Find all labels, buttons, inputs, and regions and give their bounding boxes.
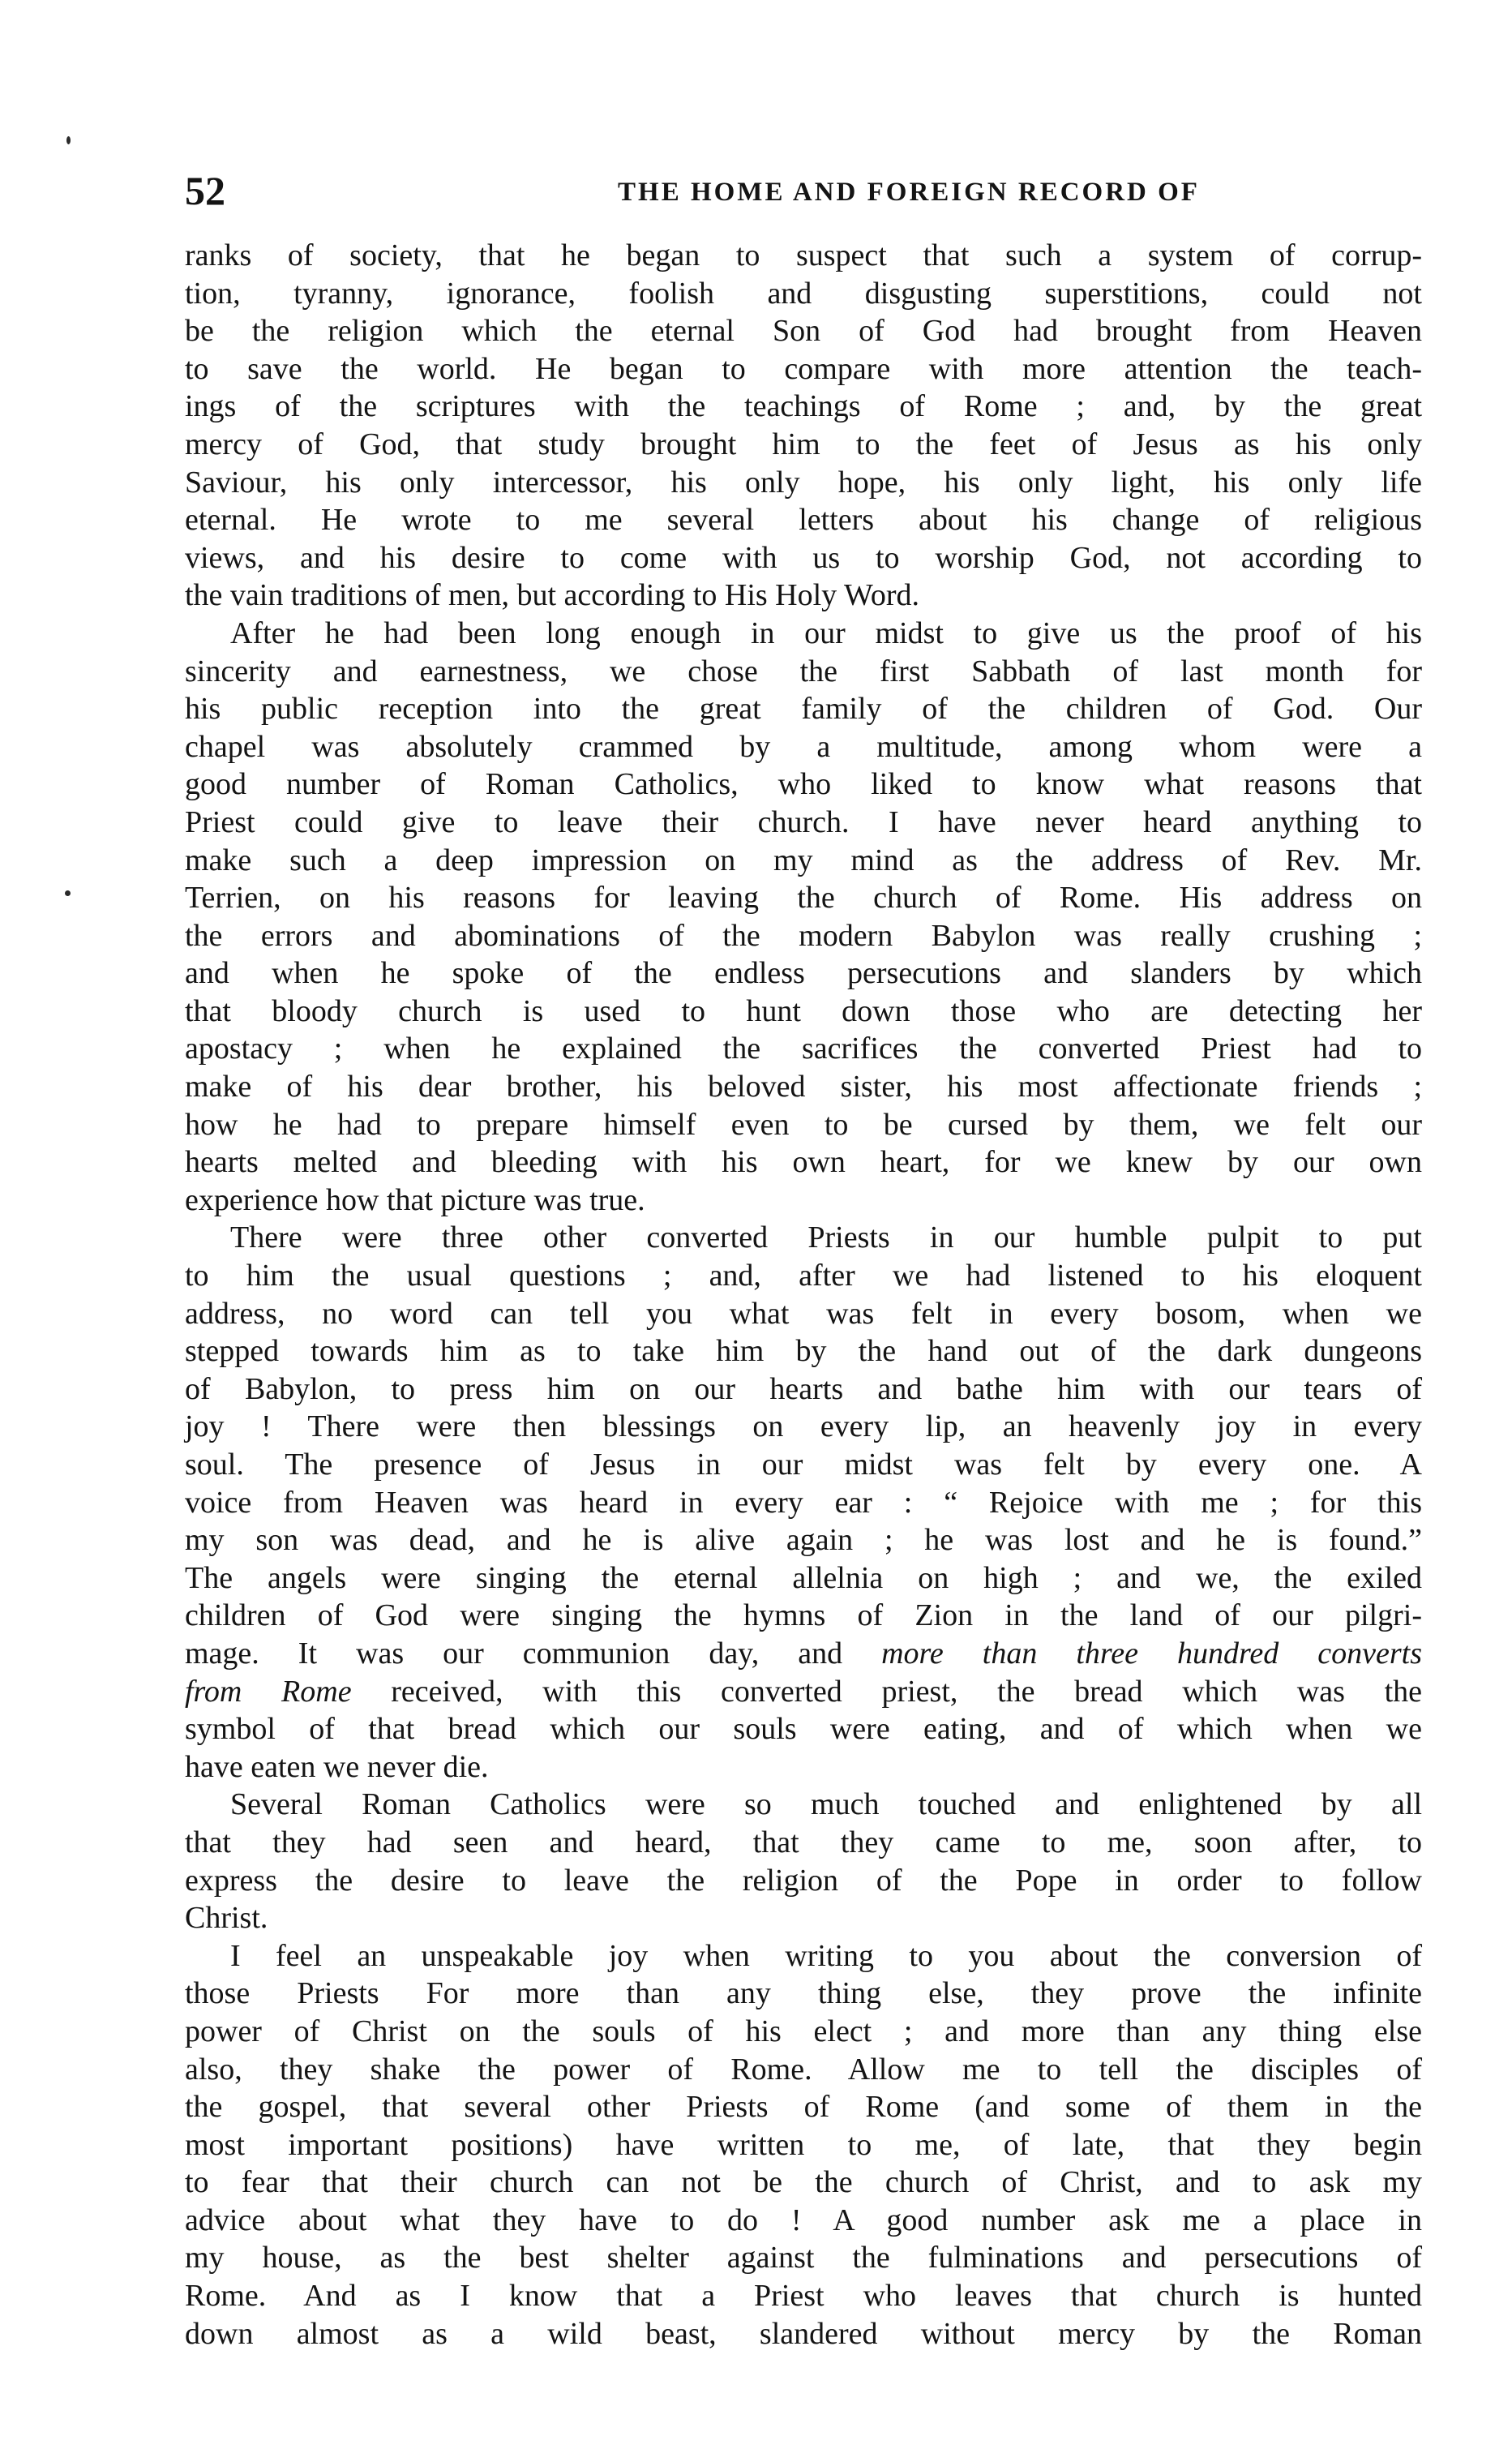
text-line: of Babylon, to press him on our hearts and bathe him with our tears of <box>185 1371 1422 1406</box>
page-header <box>185 162 1422 219</box>
text-line: There were three other converted Priests in our humble pulpit to put <box>230 1220 1422 1255</box>
text-line: Rome. And as I know that a Priest who leaves that church is hunted <box>185 2279 1422 2314</box>
text-line: to fear that their church can not be the church of Christ, and to ask my <box>185 2165 1422 2200</box>
text-line: joy ! There were then blessings on every lip, an heavenly joy in every <box>185 1409 1422 1444</box>
text-line: good number of Roman Catholics, who liked to know what reasons that <box>185 767 1422 802</box>
text-line: make of his dear brother, his beloved sister, his most affectionate friends ; <box>185 1070 1422 1104</box>
text-line: tion, tyranny, ignorance, foolish and disgusting superstitions, could not <box>185 276 1422 311</box>
text-line: mage. It was our communion day, and more than three hundred converts <box>185 1636 1422 1671</box>
text-line: After he had been long enough in our midst to give us the proof of his <box>230 616 1422 650</box>
ink-speck <box>65 890 71 896</box>
text-line: express the desire to leave the religion of the Pope in order to follow <box>185 1863 1422 1898</box>
text-line: most important positions) have written to me, of late, that they begin <box>185 2127 1422 2162</box>
text-line: that bloody church is used to hunt down those who are detecting her <box>185 993 1422 1028</box>
text-line: his public reception into the great family of the children of God. Our <box>185 692 1422 727</box>
body-text <box>185 237 1422 2353</box>
italic-phrase: from Rome <box>185 1674 352 1709</box>
text-line: experience how that picture was true. <box>185 1182 645 1217</box>
text-line: down almost as a wild beast, slandered without mercy by the Roman <box>185 2316 1422 2351</box>
text-line: have eaten we never die. <box>185 1749 489 1784</box>
text-line: how he had to prepare himself even to be cursed by them, we felt our <box>185 1107 1422 1142</box>
text-line: from Rome received, with this converted priest, the bread which was the <box>185 1674 1422 1709</box>
running-title: THE HOME AND FOREIGN RECORD OF <box>618 178 1200 207</box>
ink-speck <box>66 136 71 144</box>
text-line: chapel was absolutely crammed by a multitude, among whom were a <box>185 729 1422 764</box>
text-line: also, they shake the power of Rome. Allow me to tell the disciples of <box>185 2052 1422 2087</box>
text-line: children of God were singing the hymns of Zion in the land of our pilgri- <box>185 1598 1422 1633</box>
text-line: Christ. <box>185 1901 268 1936</box>
text-line: my son was dead, and he is alive again ; he was lost and he is found.” <box>185 1523 1422 1558</box>
text-line: Priest could give to leave their church. I have never heard anything to <box>185 804 1422 839</box>
text-line: to save the world. He began to compare with more attention the teach- <box>185 351 1422 386</box>
text-line: the errors and abominations of the modern Babylon was really crushing ; <box>185 918 1422 953</box>
text-line: my house, as the best shelter against the fulminations and persecutions of <box>185 2241 1422 2275</box>
text-line: Several Roman Catholics were so much touched and enlightened by all <box>230 1787 1422 1822</box>
text-line: Saviour, his only intercessor, his only hope, his only light, his only life <box>185 465 1422 500</box>
text-line: to him the usual questions ; and, after we had listened to his eloquent <box>185 1259 1422 1293</box>
text-line: I feel an unspeakable joy when writing to you about the conversion of <box>230 1938 1422 1973</box>
text-line: voice from Heaven was heard in every ear : “ Rejoice with me ; for this <box>185 1485 1422 1520</box>
text-line: sincerity and earnestness, we chose the first Sabbath of last month for <box>185 654 1422 688</box>
text-line: the vain traditions of men, but according to His Holy Word. <box>185 578 919 613</box>
text-line: apostacy ; when he explained the sacrifices the converted Priest had to <box>185 1032 1422 1066</box>
text-line: and when he spoke of the endless persecutions and slanders by which <box>185 956 1422 991</box>
paragraph <box>185 237 1422 615</box>
paragraph <box>185 1219 1422 1786</box>
text-line: views, and his desire to come with us to worship God, not according to <box>185 540 1422 575</box>
text-line: make such a deep impression on my mind as the address of Rev. Mr. <box>185 843 1422 877</box>
paragraph <box>185 1937 1422 2353</box>
text-line: power of Christ on the souls of his elect ; and more than any thing else <box>185 2014 1422 2048</box>
text-line: those Priests For more than any thing else, they prove the infinite <box>185 1976 1422 2011</box>
paragraph <box>185 1786 1422 1937</box>
text-line: Terrien, on his reasons for leaving the church of Rome. His address on <box>185 881 1422 916</box>
text-line: that they had seen and heard, that they came to me, soon after, to <box>185 1825 1422 1859</box>
paragraph <box>185 615 1422 1220</box>
italic-phrase: more than three hundred converts <box>881 1636 1422 1671</box>
text-line: The angels were singing the eternal allelnia on high ; and we, the exiled <box>185 1560 1422 1595</box>
text-line: eternal. He wrote to me several letters about his change of religious <box>185 503 1422 538</box>
text-line: hearts melted and bleeding with his own heart, for we knew by our own <box>185 1145 1422 1180</box>
text-line: soul. The presence of Jesus in our midst was felt by every one. A <box>185 1448 1422 1482</box>
text-line: advice about what they have to do ! A good number ask me a place in <box>185 2203 1422 2237</box>
text-line: ranks of society, that he began to suspect that such a system of corrup- <box>185 238 1422 272</box>
text-line: be the religion which the eternal Son of God had brought from Heaven <box>185 314 1422 349</box>
text-line: address, no word can tell you what was felt in every bosom, when we <box>185 1296 1422 1331</box>
page-number: 52 <box>185 168 225 213</box>
text-line: mercy of God, that study brought him to the feet of Jesus as his only <box>185 427 1422 461</box>
text-line: ings of the scriptures with the teachings of Rome ; and, by the great <box>185 389 1422 424</box>
text-line: stepped towards him as to take him by the hand out of the dark dungeons <box>185 1334 1422 1369</box>
text-line: symbol of that bread which our souls were eating, and of which when we <box>185 1712 1422 1747</box>
text-line: the gospel, that several other Priests of Rome (and some of them in the <box>185 2090 1422 2125</box>
